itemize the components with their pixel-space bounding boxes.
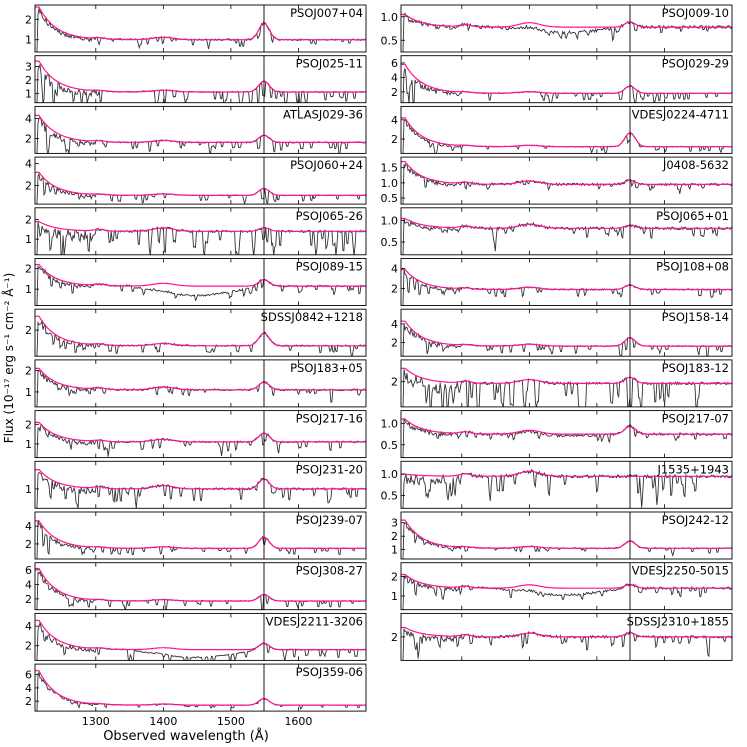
y-tick-label: 2 xyxy=(391,85,398,99)
y-tick-label: 4 xyxy=(25,520,32,534)
y-tick-label: 2 xyxy=(391,336,398,350)
spectrum-panel xyxy=(25,157,366,204)
panel-label: PSOJ239-07 xyxy=(295,513,363,527)
panel-grid xyxy=(25,5,732,728)
y-axis-label: Flux (10⁻¹⁷ erg s⁻¹ cm⁻² Å⁻¹) xyxy=(2,272,16,444)
y-tick-label: 1 xyxy=(25,283,32,297)
panel-label: PSOJ183+05 xyxy=(290,360,363,375)
spectrum-panel xyxy=(25,461,366,508)
y-tick-label: 6 xyxy=(25,668,32,682)
x-tick-label: 1500 xyxy=(216,715,245,729)
panel-label: VDESJ0224-4711 xyxy=(631,107,729,122)
panel-label: PSOJ029-29 xyxy=(661,56,729,71)
y-tick-label: 1 xyxy=(25,33,32,47)
y-tick-label: 1.0 xyxy=(380,10,398,24)
y-tick-label: 1 xyxy=(25,385,32,399)
y-tick-label: 4 xyxy=(25,112,32,126)
panel-label: PSOJ009-10 xyxy=(661,6,729,20)
y-tick-label: 4 xyxy=(25,681,32,695)
y-tick-label: 1 xyxy=(25,87,32,101)
y-tick-label: 4 xyxy=(391,113,398,127)
x-tick-label: 1300 xyxy=(81,715,110,729)
spectrum-panel xyxy=(25,259,366,306)
y-tick-label: 4 xyxy=(25,620,32,634)
panel-label: PSOJ158-14 xyxy=(661,310,729,325)
spectrum-panel xyxy=(391,309,732,356)
spectrum-panel xyxy=(391,563,732,610)
panel-label: PSOJ108+08 xyxy=(656,259,729,274)
y-tick-label: 6 xyxy=(391,56,398,70)
observed-spectrum-line xyxy=(401,576,732,610)
y-tick-label: 1.5 xyxy=(380,161,398,175)
panel-label: VDESJ2211-3206 xyxy=(265,614,363,629)
panel-label: VDESJ2250-5015 xyxy=(631,563,729,578)
panel-label: PSOJ308-27 xyxy=(295,563,363,578)
observed-spectrum-line xyxy=(35,472,366,508)
spectrum-panel xyxy=(25,563,366,611)
y-tick-label: 1.0 xyxy=(380,468,398,482)
y-tick-label: 1 xyxy=(391,543,398,557)
y-tick-label: 0.5 xyxy=(380,192,398,206)
spectrum-panel xyxy=(381,157,733,205)
y-tick-label: 6 xyxy=(25,563,32,577)
y-tick-label: 3 xyxy=(391,516,398,530)
spectrum-panel xyxy=(25,309,366,357)
panel-label: PSOJ183-12 xyxy=(661,360,729,375)
panel-label: J1535+1943 xyxy=(657,462,729,477)
y-tick-label: 3 xyxy=(25,60,32,74)
y-tick-label: 1 xyxy=(25,233,32,247)
y-tick-label: 2 xyxy=(25,418,32,432)
model-spectrum-line xyxy=(401,628,732,637)
spectrum-panel xyxy=(25,411,366,458)
panel-label: PSOJ217-16 xyxy=(295,411,363,426)
y-tick-label: 1 xyxy=(391,589,398,603)
panel-label: PSOJ025-11 xyxy=(295,56,363,71)
panel-label: PSOJ007+04 xyxy=(290,6,363,20)
y-tick-label: 2 xyxy=(25,537,32,551)
y-tick-label: 2 xyxy=(391,630,398,644)
y-tick-label: 2 xyxy=(25,695,32,709)
x-axis-label: Observed wavelength (Å) xyxy=(103,729,269,744)
spectrum-panel xyxy=(25,106,366,154)
y-tick-label: 4 xyxy=(391,262,398,276)
y-tick-label: 2 xyxy=(25,639,32,653)
panel-label: PSOJ060+24 xyxy=(290,158,363,173)
y-tick-label: 2 xyxy=(25,73,32,87)
observed-spectrum-line xyxy=(401,629,732,661)
spectrum-panel xyxy=(381,461,733,508)
y-tick-label: 4 xyxy=(25,578,32,592)
model-spectrum-line xyxy=(401,321,732,346)
spectrum-panel xyxy=(25,664,366,728)
observed-spectrum-line xyxy=(401,324,732,356)
y-tick-label: 0.5 xyxy=(380,438,398,452)
y-tick-label: 2 xyxy=(391,375,398,389)
panel-label: SDSSJ2310+1855 xyxy=(626,614,729,629)
y-tick-label: 4 xyxy=(25,157,32,171)
panel-label: PSOJ242-12 xyxy=(661,513,729,527)
spectrum-panel xyxy=(391,613,732,660)
observed-spectrum-line xyxy=(35,174,366,204)
observed-spectrum-line xyxy=(35,320,366,357)
observed-spectrum-line xyxy=(401,120,732,154)
panel-label: PSOJ359-06 xyxy=(295,665,363,680)
panel-label: PSOJ065+01 xyxy=(656,208,729,223)
spectrum-panel xyxy=(391,360,732,408)
model-spectrum-line xyxy=(35,222,366,232)
y-tick-label: 0.5 xyxy=(380,489,398,503)
observed-spectrum-line xyxy=(401,369,732,408)
y-tick-label: 0.5 xyxy=(380,34,398,48)
y-tick-label: 2 xyxy=(25,179,32,193)
y-tick-label: 4 xyxy=(391,71,398,85)
y-tick-label: 2 xyxy=(25,262,32,276)
panel-label: PSOJ231-20 xyxy=(295,462,363,477)
y-tick-label: 2 xyxy=(391,570,398,584)
spectrum-panel xyxy=(25,56,366,104)
spectrum-panel xyxy=(25,208,366,256)
y-tick-label: 2 xyxy=(25,132,32,146)
observed-spectrum-line xyxy=(35,65,366,104)
panel-label: PSOJ089-15 xyxy=(295,259,363,274)
spectrum-panel xyxy=(381,411,733,458)
spectrum-panel xyxy=(25,512,366,559)
x-tick-label: 1600 xyxy=(284,715,313,729)
y-tick-label: 0.5 xyxy=(380,235,398,249)
y-tick-label: 1.0 xyxy=(380,417,398,431)
y-tick-label: 2 xyxy=(25,364,32,378)
y-tick-label: 2 xyxy=(25,13,32,27)
y-tick-label: 4 xyxy=(391,317,398,331)
panel-label: ATLASJ029-36 xyxy=(283,107,363,122)
observed-spectrum-line xyxy=(401,523,732,559)
y-tick-label: 2 xyxy=(391,133,398,147)
y-tick-label: 1.0 xyxy=(380,176,398,190)
y-tick-label: 2 xyxy=(25,592,32,606)
y-tick-label: 1 xyxy=(25,437,32,451)
spectrum-panel xyxy=(391,56,732,104)
spectrum-panel xyxy=(391,512,732,559)
observed-spectrum-line xyxy=(401,68,732,103)
spectrum-panel xyxy=(391,259,732,306)
observed-spectrum-line xyxy=(401,218,732,254)
observed-spectrum-line xyxy=(35,572,366,611)
spectrum-panel xyxy=(25,613,366,661)
y-tick-label: 2 xyxy=(391,282,398,296)
y-tick-label: 2 xyxy=(25,213,32,227)
model-spectrum-line xyxy=(401,118,732,147)
y-tick-label: 1 xyxy=(25,482,32,496)
observed-spectrum-line xyxy=(35,222,366,256)
panel-label: J0408-5632 xyxy=(662,158,729,173)
y-tick-label: 2 xyxy=(391,530,398,544)
spectrum-panel xyxy=(25,5,366,52)
panel-label: PSOJ065-26 xyxy=(295,208,363,223)
spectrum-panel xyxy=(25,360,366,407)
x-tick-label: 1400 xyxy=(149,715,178,729)
y-tick-label: 2 xyxy=(25,324,32,338)
panel-label: PSOJ217-07 xyxy=(661,411,729,426)
y-tick-label: 1.0 xyxy=(380,214,398,228)
observed-spectrum-line xyxy=(35,623,366,661)
spectrum-panel xyxy=(381,208,733,255)
observed-spectrum-line xyxy=(35,117,366,154)
model-spectrum-line xyxy=(35,172,366,195)
panel-label: SDSSJ0842+1218 xyxy=(260,310,363,325)
spectrum-panel xyxy=(381,5,733,52)
spectrum-panel xyxy=(391,106,732,154)
